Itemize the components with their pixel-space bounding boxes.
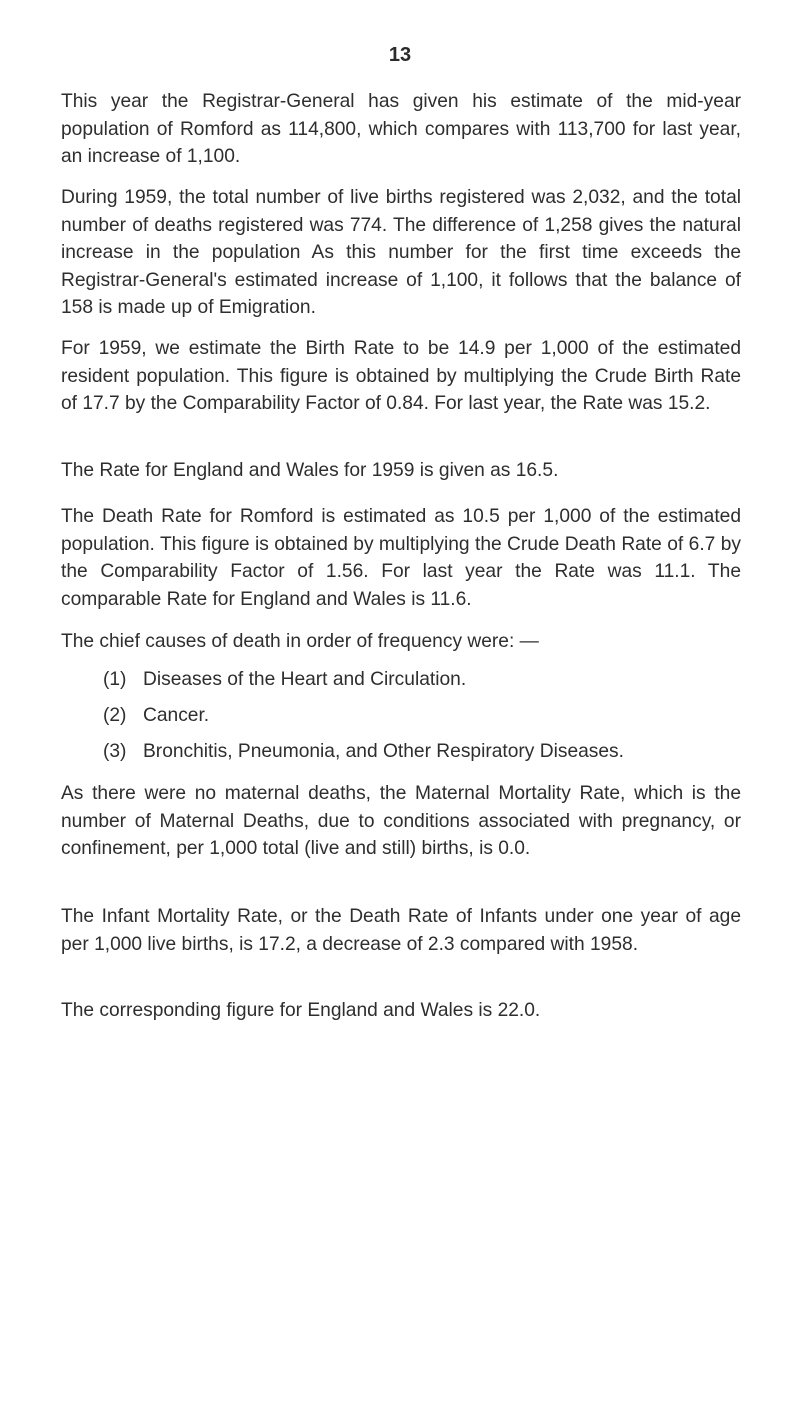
list-item-number: (1) xyxy=(103,669,127,690)
list-item-number: (3) xyxy=(103,741,127,762)
list-item xyxy=(103,666,466,693)
paragraph-infant-mortality: The Infant Mortality Rate, or the Death Rate of Infants under one year of age per 1,000 live births, is 17.2, a decrease of 2.3 compared with 1958. xyxy=(61,906,741,955)
page-number: 13 xyxy=(388,44,412,66)
paragraph-infant-england-wales: The corresponding figure for England and Wales is 22.0. xyxy=(61,1000,541,1021)
list-item xyxy=(103,702,209,729)
list-item-text: Bronchitis, Pneumonia, and Other Respiratory Diseases. xyxy=(143,741,624,762)
paragraph-chief-causes: The chief causes of death in order of frequency were: — xyxy=(61,631,539,652)
list-item-text: Diseases of the Heart and Circulation. xyxy=(143,669,467,690)
paragraph-birth-rate: For 1959, we estimate the Birth Rate to be 14.9 per 1,000 of the estimated resident population. This figure is obtained by multiplying the Crude Birth Rate of 17.7 by the Comparability Factor of 0.84. For last year, the Rate was 15.2. xyxy=(61,338,741,414)
paragraph-england-wales-rate: The Rate for England and Wales for 1959 is given as 16.5. xyxy=(61,460,559,481)
paragraph-births-deaths: During 1959, the total number of live births registered was 2,032, and the total number of deaths registered was 774. The difference of 1,258 gives the natural increase in the population As this number for the first time exceeds the Registrar-General's estimated increase of 1,100, it follows that the balance of 158 is made up of Emigration. xyxy=(61,187,741,318)
paragraph-maternal-mortality: As there were no maternal deaths, the Maternal Mortality Rate, which is the number of Maternal Deaths, due to conditions associated with pregnancy, or confinement, per 1,000 total (live and still) births, is 0.0. xyxy=(61,783,741,859)
list-item-text: Cancer. xyxy=(143,705,210,726)
list-item-number: (2) xyxy=(103,705,127,726)
paragraph-population-estimate: This year the Registrar-General has given his estimate of the mid-year population of Romford as 114,800, which compares with 113,700 for last year, an increase of 1,100. xyxy=(61,91,741,167)
paragraph-death-rate: The Death Rate for Romford is estimated as 10.5 per 1,000 of the estimated population. This figure is obtained by multiplying the Crude Death Rate of 6.7 by the Comparability Factor of 1.56. For last year the Rate was 11.1. The comparable Rate for England and Wales is 11.6. xyxy=(61,506,741,610)
list-item xyxy=(103,738,624,765)
